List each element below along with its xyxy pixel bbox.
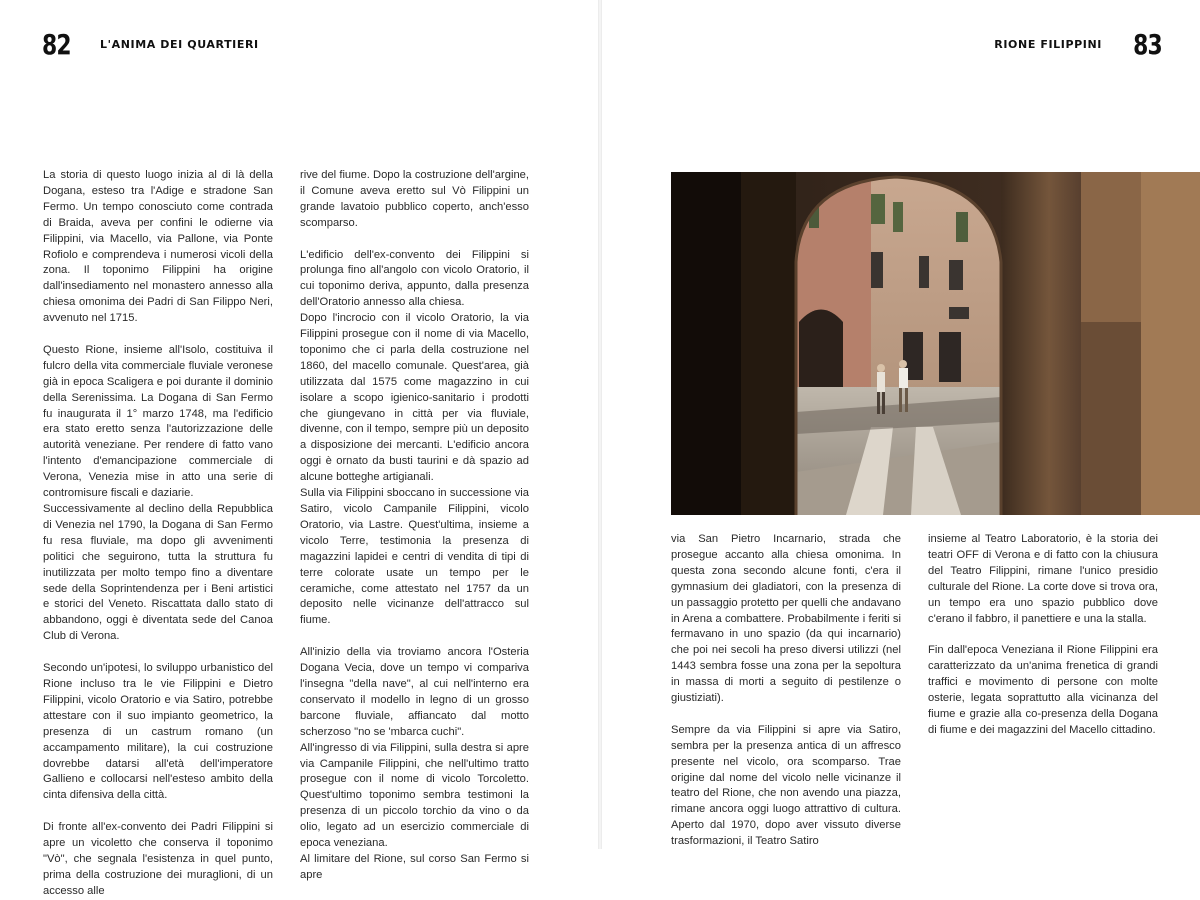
paragraph: Di fronte all'ex-convento dei Padri Filippini si apre un vicoletto che conserva il toponimo "Vò", che segnala l'esistenza in quel punto, prima della costruzione dei muraglioni, di un accesso alle [43, 821, 273, 897]
paragraph: rive del fiume. Dopo la costruzione dell'argine, il Comune aveva eretto sul Vò Filippini un grande lavatoio pubblico coperto, anch'esso scomparso. [300, 169, 529, 229]
paragraph: Fin dall'epoca Veneziana il Rione Filippini era caratterizzato da un'anima frenetica di grandi traffici e movimento di persone con molte osterie, legata soprattutto alla vicinanza del fiume e grazie alla co-presenza della Dogana di fiume e dei magazzini del Macello cittadino. [928, 644, 1158, 736]
paragraph: L'edificio dell'ex-convento dei Filippini si prolunga fino all'angolo con vicolo Oratorio, il cui toponimo deriva, appunto, dalla presenza dell'Oratorio annesso alla chiesa. [300, 248, 529, 309]
right-page-column-1 [671, 532, 901, 850]
left-page-column-1 [43, 168, 273, 900]
paragraph: La storia di questo luogo inizia al di là della Dogana, esteso tra l'Adige e stradone San Fermo. Un tempo conosciuto come contrada di Braida, aveva per confini le odierne via Filippini, via Macello, via Pallone, via Ponte Rofiolo e comprendeva i numerosi vicoli della zona. Il toponimo Filippini ha origine dall'insediamento nel monastero annesso alla chiesa omonima dei Padri di San Filippo Neri, avvenuto nel 1715. [43, 169, 273, 325]
right-page [600, 0, 1200, 849]
paragraph: via San Pietro Incarnario, strada che prosegue accanto alla chiesa omonima. In questa zona secondo alcune fonti, c'era il gymnasium dei gladiatori, con la presenza di un passaggio protetto per quelli che andavano in Arena a combattere. Probabilmente i feriti si fermavano in uno spazio (da qui incarnario) che poi nei secoli ha preso diversi utilizzi (nel 1443 sembra fosse una zona per la sepoltura in massa di morti a seguito di pestilenze o giustiziati). [671, 533, 901, 705]
right-page-column-2 [928, 532, 1158, 739]
photo-illustration [671, 172, 1200, 515]
street-archway-photo [671, 172, 1200, 515]
paragraph: Sempre da via Filippini si apre via Satiro, sembra per la presenza antica di un affresco presente nel vicolo, ora scomparso. Trae origine dal nome del vicolo nelle vicinanze il teatro del Rione, che non avendo una piazza, rimane ancora oggi luogo attrattivo di cultura. Aperto dal 1970, dopo aver vissuto diverse trasformazioni, il Teatro Satiro [671, 723, 901, 848]
paragraph: Sulla via Filippini sboccano in successione via Satiro, vicolo Campanile Filippini, vicolo Oratorio, via Lastre. Quest'ultima, insieme a vicolo Terre, testimonia la presenza di magazzini lapidei e centri di vendita di tipi di terre colorate usate un tempo per le ceramiche, come attestato nel 1757 da un deposito nelle vicinanze dell'attracco sul fiume. [300, 487, 529, 627]
running-head-left: L'ANIMA DEI QUARTIERI [100, 38, 259, 51]
paragraph: Dopo l'incrocio con il vicolo Oratorio, la via Filippini prosegue con il nome di via Macello, toponimo che ci parla della costruzione nel 1860, del macello comunale. Quest'area, già utilizzata dal 1575 come magazzino in cui isolare a scopo igienico-sanitario i prodotti che giungevano in città per via fluviale, divenne, con il tempo, sempre più un deposito a disposizione dei mercanti. L'edificio ancora oggi è ornato da busti taurini e dà spazio ad alcune botteghe artigianali. [300, 312, 529, 484]
paragraph: All'inizio della via troviamo ancora l'Osteria Dogana Vecia, dove un tempo vi compariva l'insegna "della nave", al cui nell'interno era conservato il modello in legno di un grosso barcone fluviale, affiancato dal motto scherzoso "no se 'mbarca cuchi". [300, 646, 529, 738]
left-page [0, 0, 600, 897]
paragraph: insieme al Teatro Laboratorio, è la storia dei teatri OFF di Verona e di fatto con la chiusura del Teatro Filippini, rimane l'unico presidio culturale del Rione. La corte dove si trova ora, un tempo era uno spazio pubblico dove c'erano il fabbro, il panettiere e una la stalla. [928, 533, 1158, 625]
paragraph: All'ingresso di via Filippini, sulla destra si apre via Campanile Filippini, che nell'ultimo tratto prosegue con il nome di vicolo Torcoletto. Quest'ultimo toponimo sembra testimoni la presenza di un piccolo torchio da vino o da olio, legato ad un esercizio commerciale di epoca veneziana. [300, 741, 529, 850]
paragraph: Questo Rione, insieme all'Isolo, costituiva il fulcro della vita commerciale fluviale veronese già in epoca Scaligera e poi durante il dominio della Serenissima. La Dogana di San Fermo fu inaugurata il 1° marzo 1748, ma l'edificio era stato eretto senza l'autorizzazione delle autorità veneziane. Per rendere di fatto vano l'intento d'emancipazione commerciale di Verona, Venezia mise in atto una serie di contromisure fiscali e daziarie. [43, 343, 273, 500]
paragraph: Secondo un'ipotesi, lo sviluppo urbanistico del Rione incluso tra le vie Filippini e Dietro Filippini, vicolo Oratorio e via Satiro, potrebbe attestare con il suo impianto geometrico, la presenza di un castrum romano (un accampamento militare), la cui costruzione dovrebbe datarsi all'età dell'imperatore Gallieno e collocarsi nell'esteso ambito della cinta difensiva della città. [43, 662, 273, 802]
page-number-left: 82 [42, 28, 71, 61]
page-number-right: 83 [1133, 28, 1162, 61]
left-page-column-2 [300, 168, 529, 884]
paragraph: Successivamente al declino della Repubblica di Venezia nel 1790, la Dogana di San Fermo fu resa fluviale, ma dopo gli avvenimenti politici che seguirono, tutta la struttura fu inutilizzata per molto tempo fino a diventare sede della Soprintendenza per i Beni artistici e storici del Veneto. Riscattata dallo stato di abbandono, oggi è diventata sede del Canoa Club di Verona. [43, 503, 273, 643]
paragraph: Al limitare del Rione, sul corso San Fermo si apre [300, 852, 529, 881]
running-head-right: RIONE FILIPPINI [994, 38, 1102, 51]
